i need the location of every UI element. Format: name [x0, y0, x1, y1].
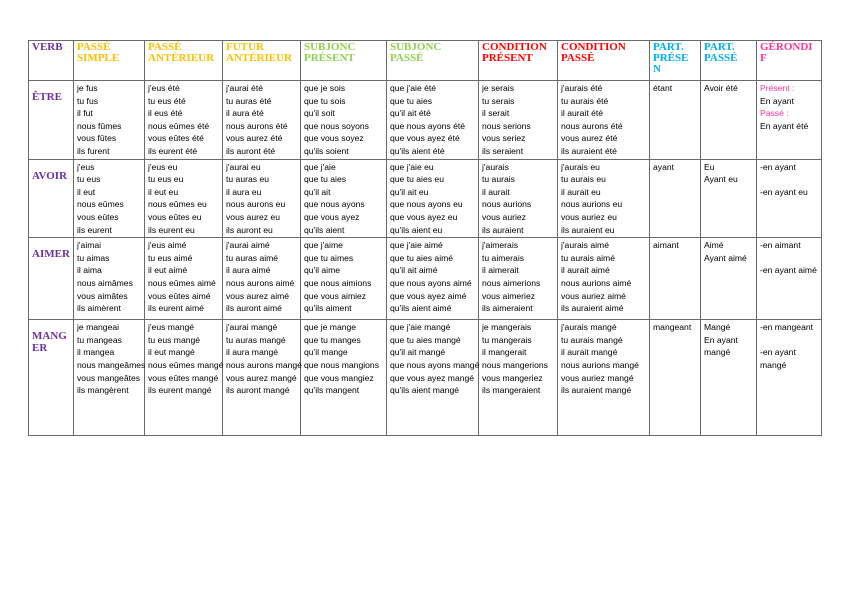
- cell-passe-anterieur: [145, 238, 223, 320]
- conjugation-line: ils auront aimé: [226, 303, 282, 314]
- conjugation-line: vous auriez aimé: [561, 290, 626, 301]
- conjugation-table: [28, 40, 822, 436]
- conjugation-line: vous eûtes eu: [148, 211, 202, 222]
- conjugation-line: En ayant été: [760, 120, 809, 131]
- conjugation-line: -en ayant eu: [760, 186, 808, 197]
- cell-passe-anterieur: [145, 81, 223, 160]
- table-row: [29, 320, 822, 436]
- header-passe-simple: PASSÉ SIMPLE: [74, 41, 145, 81]
- conjugation-line: Passé :: [760, 108, 789, 119]
- conjugation-line: il eut aimé: [148, 265, 188, 276]
- conjugation-line: tu eus été: [148, 95, 186, 106]
- conjugation-line: que tu aies: [390, 95, 433, 106]
- header-part-present: PART. PRÉSE N: [650, 41, 701, 81]
- cell-part-present: [650, 81, 701, 160]
- conjugation-line: que vous soyez: [304, 133, 364, 144]
- cell-passe-simple: [74, 159, 145, 238]
- conjugation-line: -en mangeant: [760, 322, 814, 333]
- conjugation-line: vous aurez eu: [226, 211, 280, 222]
- conjugation-line: j'aimai: [77, 240, 102, 251]
- cell-subj-passe: [387, 238, 479, 320]
- cell-gerondif: [757, 159, 822, 238]
- conjugation-line: nous aurions eu: [561, 199, 623, 210]
- conjugation-line: tu auras eu: [226, 174, 269, 185]
- conjugation-line: tu fus: [77, 95, 99, 106]
- conjugation-line: j'aurai mangé: [226, 322, 278, 333]
- conjugation-line: tu auras mangé: [226, 334, 286, 345]
- conjugation-line: nous aurions: [482, 199, 532, 210]
- conjugation-line: vous aurez mangé: [226, 372, 297, 383]
- conjugation-line: j'eus été: [148, 83, 180, 93]
- conjugation-line: tu auras aimé: [226, 252, 279, 263]
- conjugation-line: ils eurent eu: [148, 224, 195, 235]
- cell-subj-passe: [387, 159, 479, 238]
- cell-subj-passe: [387, 81, 479, 160]
- conjugation-line: nous aurons aimé: [226, 277, 295, 288]
- conjugation-line: il eus été: [148, 108, 183, 119]
- header-cond-passe: CONDITION PASSÉ: [558, 41, 650, 81]
- conjugation-line: -en ayant aimé: [760, 265, 817, 276]
- conjugation-line: [760, 252, 818, 265]
- header-gerondif: GÉRONDI F: [757, 41, 822, 81]
- conjugation-line: il aurait aimé: [561, 265, 610, 276]
- conjugation-line: tu aurais: [482, 174, 515, 185]
- conjugation-line: il eut mangé: [148, 347, 195, 358]
- conjugation-line: j'aurais eu: [561, 161, 600, 172]
- cell-futur-anterieur: [223, 320, 301, 436]
- conjugation-line: tu eus: [77, 174, 101, 185]
- cell-part-passe: [701, 320, 757, 436]
- conjugation-line: que vous aimiez: [304, 290, 367, 301]
- conjugation-line: nous aurons été: [226, 120, 288, 131]
- conjugation-line: ils mangeraient: [482, 385, 541, 396]
- conjugation-line: ils auraient eu: [561, 224, 615, 235]
- conjugation-line: ayant: [653, 161, 675, 172]
- conjugation-line: tu aurais mangé: [561, 334, 623, 345]
- conjugation-line: que tu aies aimé: [390, 252, 454, 263]
- conjugation-line: qu'ils soient: [304, 145, 349, 156]
- cell-cond-present: [479, 320, 558, 436]
- header-part-passe: PART. PASSÉ: [701, 41, 757, 81]
- conjugation-line: j'aurais mangé: [561, 322, 617, 333]
- conjugation-line: il aurait été: [561, 108, 604, 119]
- conjugation-line: j'aurais: [482, 161, 509, 172]
- cell-cond-passe: [558, 320, 650, 436]
- conjugation-line: que je sois: [304, 83, 346, 93]
- conjugation-line: que j'aie aimé: [390, 240, 443, 251]
- conjugation-line: que nous ayons mangé: [390, 359, 480, 370]
- conjugation-line: ils auront eu: [226, 224, 273, 235]
- conjugation-line: que tu aies mangé: [390, 334, 461, 345]
- conjugation-line: tu auras été: [226, 95, 272, 106]
- conjugation-line: Présent :: [760, 83, 795, 93]
- header-row: [29, 41, 822, 81]
- conjugation-line: nous aurions mangé: [561, 359, 639, 370]
- conjugation-line: que nous soyons: [304, 120, 369, 131]
- cell-verb: ÊTRE: [29, 81, 74, 160]
- conjugation-line: ils auront mangé: [226, 385, 290, 396]
- cell-subj-present: [301, 238, 387, 320]
- conjugation-line: Avoir été: [704, 83, 738, 93]
- conjugation-line: nous aimerions: [482, 277, 541, 288]
- conjugation-line: nous aurons eu: [226, 199, 286, 210]
- table-body: [29, 81, 822, 436]
- conjugation-line: Mangé: [704, 322, 731, 333]
- conjugation-line: vous mangeâtes: [77, 372, 141, 383]
- conjugation-line: ils eurent: [77, 224, 112, 235]
- conjugation-line: étant: [653, 83, 673, 93]
- conjugation-line: ils eurent été: [148, 145, 198, 156]
- conjugation-line: qu'il ait eu: [390, 186, 429, 197]
- conjugation-line: que j'aime: [304, 240, 343, 251]
- conjugation-line: que vous ayez: [304, 211, 360, 222]
- conjugation-line: j'eus: [77, 161, 95, 172]
- conjugation-line: il mangea: [77, 347, 115, 358]
- conjugation-line: nous aurons été: [561, 120, 623, 131]
- conjugation-line: j'eus mangé: [148, 322, 195, 333]
- conjugation-line: que nous ayons: [304, 199, 365, 210]
- conjugation-line: que nous ayons aimé: [390, 277, 472, 288]
- conjugation-line: que j'aie été: [390, 83, 437, 93]
- conjugation-line: j'eus eu: [148, 161, 178, 172]
- conjugation-line: tu aurais aimé: [561, 252, 615, 263]
- conjugation-line: aimant: [653, 240, 679, 251]
- conjugation-line: mangeant: [653, 322, 692, 333]
- conjugation-line: vous auriez eu: [561, 211, 617, 222]
- conjugation-line: ils auraient aimé: [561, 303, 624, 314]
- conjugation-line: qu'il ait aimé: [390, 265, 438, 276]
- conjugation-line: vous auriez mangé: [561, 372, 634, 383]
- conjugation-line: que tu sois: [304, 95, 346, 106]
- conjugation-line: vous eûtes été: [148, 133, 204, 144]
- cell-futur-anterieur: [223, 81, 301, 160]
- conjugation-line: nous eûmes: [77, 199, 124, 210]
- cell-gerondif: [757, 320, 822, 436]
- conjugation-line: il aura aimé: [226, 265, 271, 276]
- conjugation-line: qu'ils mangent: [304, 385, 360, 396]
- conjugation-line: j'aurai aimé: [226, 240, 270, 251]
- conjugation-line: que nous ayons été: [390, 120, 466, 131]
- conjugation-line: que tu aies: [304, 174, 347, 185]
- conjugation-line: -en ayant: [760, 161, 796, 172]
- conjugation-line: tu serais: [482, 95, 515, 106]
- conjugation-line: qu'ils aient mangé: [390, 385, 460, 396]
- conjugation-line: il aura été: [226, 108, 264, 119]
- header-cond-present: CONDITION PRÉSENT: [479, 41, 558, 81]
- conjugation-line: ils auraient: [482, 224, 524, 235]
- conjugation-line: vous mangeriez: [482, 372, 543, 383]
- cell-cond-passe: [558, 81, 650, 160]
- conjugation-line: nous fûmes: [77, 120, 122, 131]
- conjugation-line: vous eûtes mangé: [148, 372, 219, 383]
- header-subj-passe: SUBJONC PASSÉ: [387, 41, 479, 81]
- conjugation-line: il aurait mangé: [561, 347, 618, 358]
- cell-cond-passe: [558, 159, 650, 238]
- conjugation-line: qu'ils aient eu: [390, 224, 443, 235]
- conjugation-line: ils mangèrent: [77, 385, 129, 396]
- cell-gerondif: [757, 81, 822, 160]
- cell-futur-anterieur: [223, 159, 301, 238]
- conjugation-line: ils auront été: [226, 145, 276, 156]
- conjugation-line: que vous ayez eu: [390, 211, 458, 222]
- conjugation-line: que tu aimes: [304, 252, 354, 263]
- conjugation-line: vous eûtes aimé: [148, 290, 211, 301]
- conjugation-line: il aura eu: [226, 186, 262, 197]
- conjugation-line: nous eûmes mangé: [148, 359, 224, 370]
- conjugation-line: qu'il soit: [304, 108, 335, 119]
- conjugation-line: j'eus aimé: [148, 240, 187, 251]
- cell-part-passe: [701, 238, 757, 320]
- conjugation-line: ils auraient mangé: [561, 385, 632, 396]
- conjugation-line: Eu: [704, 161, 715, 172]
- conjugation-line: il aurait: [482, 186, 510, 197]
- conjugation-line: qu'il ait mangé: [390, 347, 446, 358]
- cell-subj-present: [301, 320, 387, 436]
- conjugation-line: que tu aies eu: [390, 174, 444, 185]
- cell-gerondif: [757, 238, 822, 320]
- conjugation-line: je serais: [482, 83, 514, 93]
- conjugation-line: qu'il ait été: [390, 108, 431, 119]
- conjugation-line: ils aimeraient: [482, 303, 533, 314]
- conjugation-line: En ayant mangé: [704, 334, 738, 358]
- conjugation-line: il serait: [482, 108, 510, 119]
- conjugation-line: que vous ayez été: [390, 133, 460, 144]
- header-futur-anterieur: FUTUR ANTÉRIEUR: [223, 41, 301, 81]
- conjugation-line: tu eus aimé: [148, 252, 193, 263]
- conjugation-line: que j'aie: [304, 161, 336, 172]
- conjugation-line: je mangeai: [77, 322, 120, 333]
- conjugation-line: vous aurez été: [561, 133, 618, 144]
- cell-subj-present: [301, 81, 387, 160]
- conjugation-line: il aima: [77, 265, 102, 276]
- conjugation-line: qu'il ait: [304, 186, 331, 197]
- cell-subj-passe: [387, 320, 479, 436]
- cell-cond-present: [479, 81, 558, 160]
- conjugation-line: ils furent: [77, 145, 110, 156]
- conjugation-line: qu'ils aient: [304, 224, 345, 235]
- conjugation-line: nous serions: [482, 120, 531, 131]
- conjugation-line: qu'ils aient été: [390, 145, 445, 156]
- conjugation-line: j'aurais aimé: [561, 240, 609, 251]
- cell-cond-present: [479, 159, 558, 238]
- conjugation-line: vous aurez été: [226, 133, 283, 144]
- header-subj-present: SUBJONC PRÉSENT: [301, 41, 387, 81]
- table-row: [29, 238, 822, 320]
- conjugation-line: il aimerait: [482, 265, 519, 276]
- conjugation-line: il aurait eu: [561, 186, 601, 197]
- conjugation-line: nous mangeâmes: [77, 359, 146, 370]
- conjugation-line: vous fûtes: [77, 133, 117, 144]
- conjugation-line: j'aurai eu: [226, 161, 261, 172]
- conjugation-line: il eut: [77, 186, 96, 197]
- table-row: [29, 81, 822, 160]
- conjugation-line: Ayant eu: [704, 174, 738, 185]
- conjugation-line: il aura mangé: [226, 347, 279, 358]
- conjugation-line: qu'il mange: [304, 347, 348, 358]
- conjugation-line: ils aimèrent: [77, 303, 121, 314]
- header-passe-anterieur: PASSÉ ANTÉRIEUR: [145, 41, 223, 81]
- conjugation-line: que j'aie eu: [390, 161, 434, 172]
- cell-part-present: [650, 238, 701, 320]
- conjugation-line: vous aimeriez: [482, 290, 536, 301]
- conjugation-line: vous seriez: [482, 133, 526, 144]
- conjugation-line: nous eûmes aimé: [148, 277, 216, 288]
- conjugation-line: [760, 334, 818, 347]
- conjugation-line: tu aimas: [77, 252, 110, 263]
- conjugation-line: nous aurions aimé: [561, 277, 632, 288]
- conjugation-line: [760, 173, 818, 186]
- conjugation-line: que j'aie mangé: [390, 322, 451, 333]
- conjugation-line: j'aurai été: [226, 83, 263, 93]
- conjugation-line: Ayant aimé: [704, 252, 747, 263]
- conjugation-line: tu eus mangé: [148, 334, 201, 345]
- cell-passe-simple: [74, 320, 145, 436]
- conjugation-line: vous eûtes: [77, 211, 119, 222]
- conjugation-line: tu aimerais: [482, 252, 525, 263]
- cell-verb: AVOIR: [29, 159, 74, 238]
- conjugation-line: -en ayant mangé: [760, 347, 796, 370]
- cell-part-passe: [701, 159, 757, 238]
- conjugation-line: tu eus eu: [148, 174, 184, 185]
- conjugation-line: je fus: [77, 83, 98, 93]
- conjugation-line: Aimé: [704, 240, 724, 251]
- cell-passe-simple: [74, 81, 145, 160]
- conjugation-line: nous aimâmes: [77, 277, 133, 288]
- conjugation-line: -en aimant: [760, 240, 801, 251]
- conjugation-line: que vous mangiez: [304, 372, 374, 383]
- table-row: [29, 159, 822, 238]
- conjugation-line: je mangerais: [482, 322, 532, 333]
- conjugation-line: qu'ils aient aimé: [390, 303, 452, 314]
- conjugation-line: ils eurent aimé: [148, 303, 204, 314]
- cell-cond-present: [479, 238, 558, 320]
- conjugation-line: j'aurais été: [561, 83, 603, 93]
- conjugation-line: qu'il aime: [304, 265, 341, 276]
- conjugation-line: tu mangeas: [77, 334, 122, 345]
- header-verb: VERB: [29, 41, 74, 81]
- cell-cond-passe: [558, 238, 650, 320]
- conjugation-line: il fut: [77, 108, 93, 119]
- conjugation-line: vous auriez: [482, 211, 526, 222]
- cell-verb: AIMER: [29, 238, 74, 320]
- conjugation-line: tu mangerais: [482, 334, 532, 345]
- conjugation-line: que vous ayez aimé: [390, 290, 467, 301]
- conjugation-line: que nous mangions: [304, 359, 380, 370]
- conjugation-line: nous eûmes été: [148, 120, 210, 131]
- conjugation-line: En ayant: [760, 95, 794, 106]
- conjugation-line: que nous aimions: [304, 277, 372, 288]
- conjugation-line: ils eurent mangé: [148, 385, 212, 396]
- conjugation-line: tu aurais eu: [561, 174, 606, 185]
- cell-passe-anterieur: [145, 320, 223, 436]
- cell-passe-anterieur: [145, 159, 223, 238]
- conjugation-line: que tu manges: [304, 334, 361, 345]
- conjugation-line: ils seraient: [482, 145, 524, 156]
- cell-part-present: [650, 159, 701, 238]
- cell-part-passe: [701, 81, 757, 160]
- conjugation-line: il mangerait: [482, 347, 527, 358]
- conjugation-line: tu aurais été: [561, 95, 609, 106]
- cell-verb: MANGER: [29, 320, 74, 436]
- cell-part-present: [650, 320, 701, 436]
- conjugation-line: que nous ayons eu: [390, 199, 463, 210]
- conjugation-line: il eut eu: [148, 186, 179, 197]
- conjugation-line: j'aimerais: [482, 240, 519, 251]
- conjugation-line: nous eûmes eu: [148, 199, 207, 210]
- conjugation-line: ils auraient été: [561, 145, 617, 156]
- conjugation-line: que vous ayez mangé: [390, 372, 475, 383]
- conjugation-line: nous mangerions: [482, 359, 548, 370]
- conjugation-line: vous aimâtes: [77, 290, 128, 301]
- cell-passe-simple: [74, 238, 145, 320]
- cell-subj-present: [301, 159, 387, 238]
- conjugation-line: que je mange: [304, 322, 357, 333]
- conjugation-line: vous aurez aimé: [226, 290, 290, 301]
- conjugation-line: nous aurons mangé: [226, 359, 302, 370]
- conjugation-line: qu'ils aiment: [304, 303, 352, 314]
- cell-futur-anterieur: [223, 238, 301, 320]
